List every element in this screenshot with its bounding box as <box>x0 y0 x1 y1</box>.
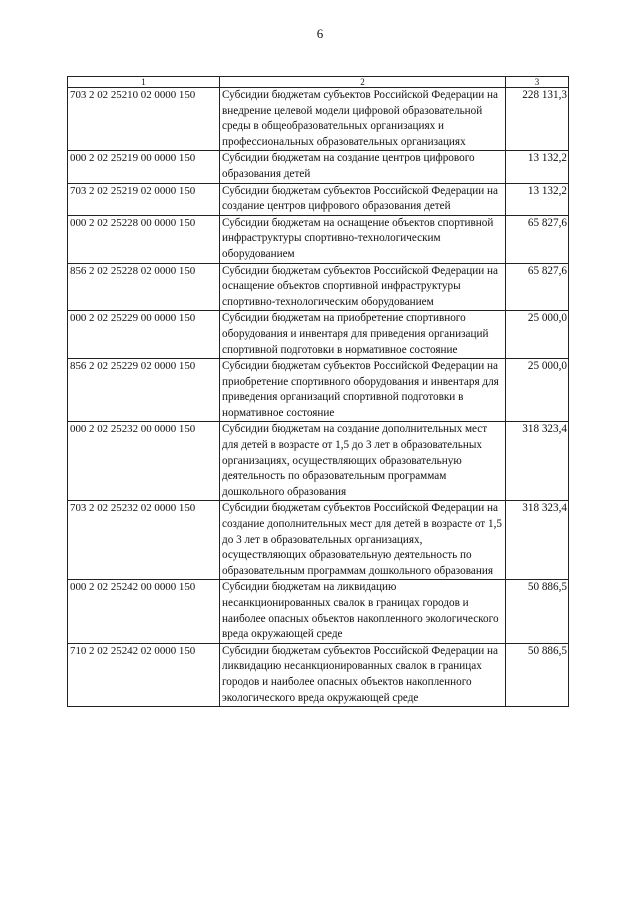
row-amount: 25 000,0 <box>506 311 569 359</box>
table-row <box>68 151 569 183</box>
row-description: Субсидии бюджетам субъектов Российской Федерации на внедрение целевой модели цифровой образовательной среды в общеобразовательных организациях и профессиональных образовательных организациях <box>220 88 506 151</box>
column-header-amount: 3 <box>506 77 569 88</box>
row-code: 000 2 02 25228 00 0000 150 <box>68 215 220 263</box>
row-description: Субсидии бюджетам на оснащение объектов спортивной инфраструктуры спортивно-технологическим оборудованием <box>220 215 506 263</box>
row-code: 000 2 02 25229 00 0000 150 <box>68 311 220 359</box>
row-description: Субсидии бюджетам субъектов Российской Федерации на приобретение спортивного оборудования и инвентаря для приведения организаций спортивной подготовки в нормативное состояние <box>220 359 506 422</box>
row-amount: 65 827,6 <box>506 215 569 263</box>
row-amount: 318 323,4 <box>506 422 569 501</box>
table-row <box>68 580 569 643</box>
row-code: 000 2 02 25242 00 0000 150 <box>68 580 220 643</box>
row-amount: 25 000,0 <box>506 359 569 422</box>
page-number: 6 <box>316 26 324 41</box>
row-code: 000 2 02 25232 00 0000 150 <box>68 422 220 501</box>
table-header-row <box>68 77 569 88</box>
table-row <box>68 422 569 501</box>
table-row <box>68 311 569 359</box>
row-code: 703 2 02 25219 02 0000 150 <box>68 183 220 215</box>
table-row <box>68 359 569 422</box>
column-header-code: 1 <box>68 77 220 88</box>
row-amount: 13 132,2 <box>506 183 569 215</box>
row-code: 703 2 02 25210 02 0000 150 <box>68 88 220 151</box>
row-description: Субсидии бюджетам субъектов Российской Федерации на оснащение объектов спортивной инфраструктуры спортивно-технологическим оборудованием <box>220 263 506 311</box>
row-description: Субсидии бюджетам на ликвидацию несанкционированных свалок в границах городов и наиболее опасных объектов накопленного экологического вреда окружающей среде <box>220 580 506 643</box>
row-code: 856 2 02 25229 02 0000 150 <box>68 359 220 422</box>
row-code: 856 2 02 25228 02 0000 150 <box>68 263 220 311</box>
row-amount: 318 323,4 <box>506 501 569 580</box>
row-description: Субсидии бюджетам субъектов Российской Федерации на создание центров цифрового образования детей <box>220 183 506 215</box>
row-amount: 50 886,5 <box>506 580 569 643</box>
row-code: 710 2 02 25242 02 0000 150 <box>68 643 220 706</box>
budget-table <box>67 76 569 707</box>
table-row <box>68 263 569 311</box>
row-description: Субсидии бюджетам на приобретение спортивного оборудования и инвентаря для приведения организаций спортивной подготовки в нормативное состояние <box>220 311 506 359</box>
table-row <box>68 88 569 151</box>
row-amount: 13 132,2 <box>506 151 569 183</box>
table-row <box>68 183 569 215</box>
row-amount: 50 886,5 <box>506 643 569 706</box>
row-code: 000 2 02 25219 00 0000 150 <box>68 151 220 183</box>
column-header-description: 2 <box>220 77 506 88</box>
table-row <box>68 501 569 580</box>
row-description: Субсидии бюджетам субъектов Российской Федерации на ликвидацию несанкционированных свалок в границах городов и наиболее опасных объектов накопленного экологического вреда окружающей среде <box>220 643 506 706</box>
row-amount: 228 131,3 <box>506 88 569 151</box>
table-row <box>68 215 569 263</box>
row-code: 703 2 02 25232 02 0000 150 <box>68 501 220 580</box>
row-description: Субсидии бюджетам на создание центров цифрового образования детей <box>220 151 506 183</box>
row-description: Субсидии бюджетам на создание дополнительных мест для детей в возрасте от 1,5 до 3 лет в образовательных организациях, осуществляющих образовательную деятельность по образовательным программам дошкольного образования <box>220 422 506 501</box>
row-description: Субсидии бюджетам субъектов Российской Федерации на создание дополнительных мест для детей в возрасте от 1,5 до 3 лет в образовательных организациях, осуществляющих образовательную деятельность по образовательным программам дошкольного образования <box>220 501 506 580</box>
row-amount: 65 827,6 <box>506 263 569 311</box>
table-row <box>68 643 569 706</box>
